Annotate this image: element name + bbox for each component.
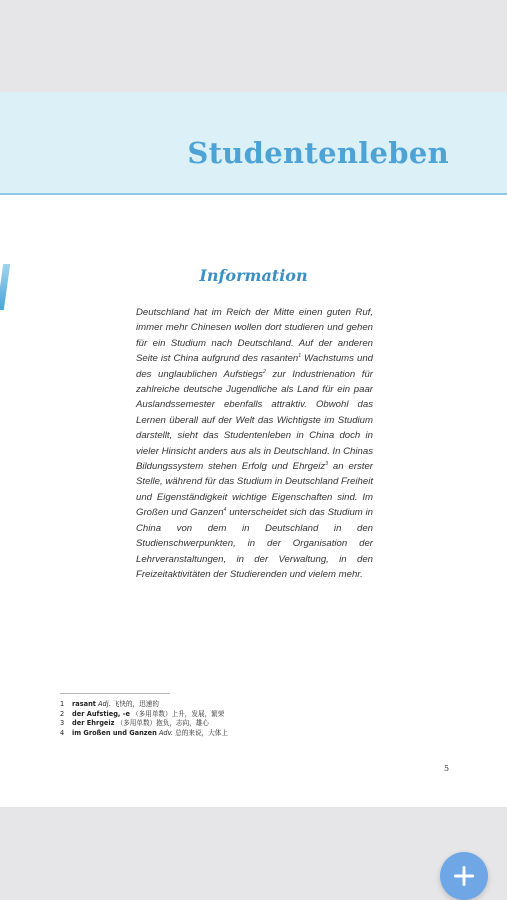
footnote-number: 3 xyxy=(60,719,65,728)
footnote-term: rasant xyxy=(72,700,96,708)
footnote-marker: 2 xyxy=(262,368,266,375)
footnote-item xyxy=(60,719,300,729)
footnote-number: 2 xyxy=(60,709,65,718)
document-page xyxy=(0,92,507,807)
footnote-marker: 4 xyxy=(223,507,227,514)
body-paragraph xyxy=(136,305,373,582)
footnote-pos: Adj. xyxy=(98,700,111,708)
info-heading-wrap xyxy=(0,266,507,285)
footnote-divider xyxy=(60,693,170,694)
footnote-gloss: （多用单数）上升，发展，繁荣 xyxy=(132,709,225,718)
body-text-segment: Wachstums und des unglaublichen Aufstiegs xyxy=(136,353,373,380)
footnote-item xyxy=(60,710,300,720)
body-text-segment: unterscheidet sich das Studium in China von dem in Deutschland in den Studienschwerpunkten, in der Organisation der Lehrveranstaltungen, in der Verwaltung, in den Freizeitaktivitäten der Studierenden und vielem mehr. xyxy=(136,507,374,580)
footnote-term: der Aufstieg, -e xyxy=(72,709,130,718)
body-text-segment: Deutschland hat im Reich der Mitte einen guten Ruf, immer mehr Chinesen wollen dort studieren und gehen für ein Studium nach Deutschland. Auf der anderen Seite ist China aufgrund des rasanten xyxy=(136,307,373,365)
body-text-segment: an erster Stelle, während für das Studium in Deutschland Freiheit und Eigenständigkeit wichtige Eigenschaften sind. Im Großen und Ganzen xyxy=(136,461,374,519)
footnote-term: im Großen und Ganzen xyxy=(72,728,157,737)
chapter-title: Studentenleben xyxy=(187,136,449,170)
footnote-number: 1 xyxy=(60,700,65,708)
info-heading: Information xyxy=(199,266,308,285)
plus-icon xyxy=(452,864,476,888)
chapter-banner xyxy=(0,92,507,195)
footnote-number: 4 xyxy=(60,728,65,737)
add-button[interactable] xyxy=(440,852,488,900)
footnote-gloss: （多用单数）抱负，志向，雄心 xyxy=(116,719,209,728)
footnote-gloss: 飞快的，迅速的 xyxy=(112,700,159,708)
footnote-marker: 3 xyxy=(325,460,328,467)
footnote-marker: 1 xyxy=(298,353,302,360)
footnote-item xyxy=(60,729,300,739)
body-text-segment: zur Industrienation für zahlreiche deutsche Jugendliche als Land für ein paar Auslandssemester ebenfalls attraktiv. Obwohl das Lernen überall auf der Welt das Wichtigste im Studium darstellt, sieht das Studentenleben in China doch in vieler Hinsicht anders aus als in Deutschland. In Chinas Bildungssystem stehen Erfolg und Ehrgeiz xyxy=(136,368,373,473)
footnote-gloss: 总的来说，大体上 xyxy=(175,728,228,737)
footnote-item xyxy=(60,700,300,710)
page-number: 5 xyxy=(444,764,450,773)
footnotes xyxy=(60,700,300,738)
footnote-term: der Ehrgeiz xyxy=(72,719,115,728)
footnote-pos: Adv. xyxy=(158,728,174,737)
